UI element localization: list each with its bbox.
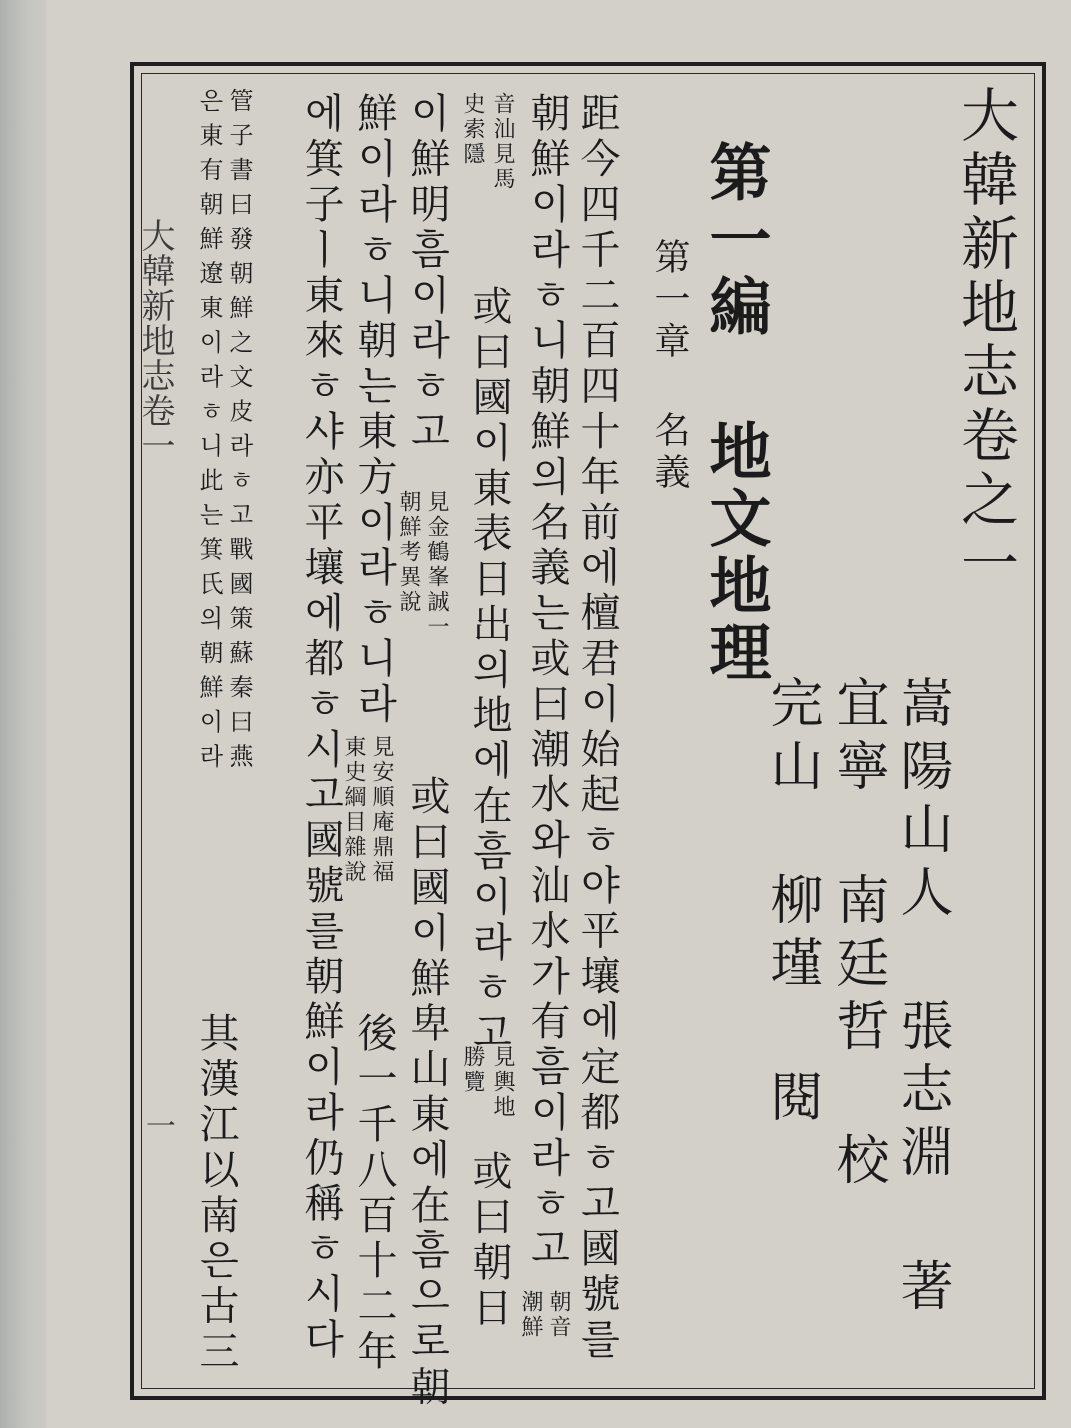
body-column-1: 距今四千二百四十年前에檀君이始起ㅎ야平壤에定都ㅎ고國號를 — [574, 92, 620, 1364]
body-column-5: 鮮이라ㅎ니朝는東方이라ㅎ니라 — [351, 92, 397, 728]
annotation-left: 東史綱目雜說 — [341, 735, 366, 885]
book-title: 大韓新地志卷之一 — [951, 85, 1019, 597]
annotation-left: 勝覽 — [460, 1045, 485, 1095]
annotation-right: 朝音 — [546, 1290, 571, 1340]
annotation-right: 見安順庵鼎福 — [369, 735, 394, 885]
annotation-right: 音汕見馬 — [490, 92, 515, 192]
body-column-5-end: 後一千八百十二年 — [351, 1012, 397, 1376]
annotation-left: 朝鮮考異說 — [396, 490, 421, 615]
annotation-left: 은東有朝鮮遼東이라ㅎ니此는箕氏의朝鮮이라 — [195, 88, 223, 778]
body-column-3: 或曰國이東表日出의地에在흠이라ㅎ고 — [466, 285, 512, 1057]
body-column-4-end: 或曰國이鮮卑山東에在흠으로朝 — [404, 775, 450, 1411]
annotation-left: 史索隱 — [460, 92, 485, 167]
margin-running-title: 大韓新地志卷一 — [135, 218, 175, 463]
reviewer-line: 完山 柳瑾 閱 — [762, 675, 823, 1132]
body-column-6: 에箕子ㅣ東來ㅎ샤亦平壤에都ㅎ시고國號를朝鮮이라仍稱ㅎ시다 — [298, 92, 344, 1364]
author-line: 嵩陽山人 張志淵 著 — [892, 675, 953, 1321]
annotation-right: 見金鶴峯誠一 — [424, 490, 449, 640]
part-heading: 第一編 地文地理 — [699, 140, 772, 687]
annotation-right: 管子書曰發朝鮮之文皮라ㅎ고戰國策蘇秦曰燕 — [225, 88, 253, 778]
body-column-3-end: 或曰朝日 — [466, 1150, 512, 1332]
body-column-2: 朝鮮이라ㅎ니朝鮮의名義는或曰潮水와汕水가有흠이라ㅎ고 — [524, 92, 570, 1273]
annotation-left: 潮鮮 — [518, 1290, 543, 1340]
annotation-right: 見輿地 — [490, 1045, 515, 1120]
corrector-line: 宜寧 南廷哲 校 — [828, 675, 889, 1195]
book-spine-edge — [0, 0, 46, 1428]
body-column-4: 이鮮明흠이라ㅎ고 — [404, 92, 450, 456]
margin-page-number: 一 — [140, 1110, 175, 1140]
body-column-7-end: 其漢江以南은古三 — [193, 1012, 239, 1376]
chapter-heading: 第一章 名義 — [649, 238, 690, 495]
